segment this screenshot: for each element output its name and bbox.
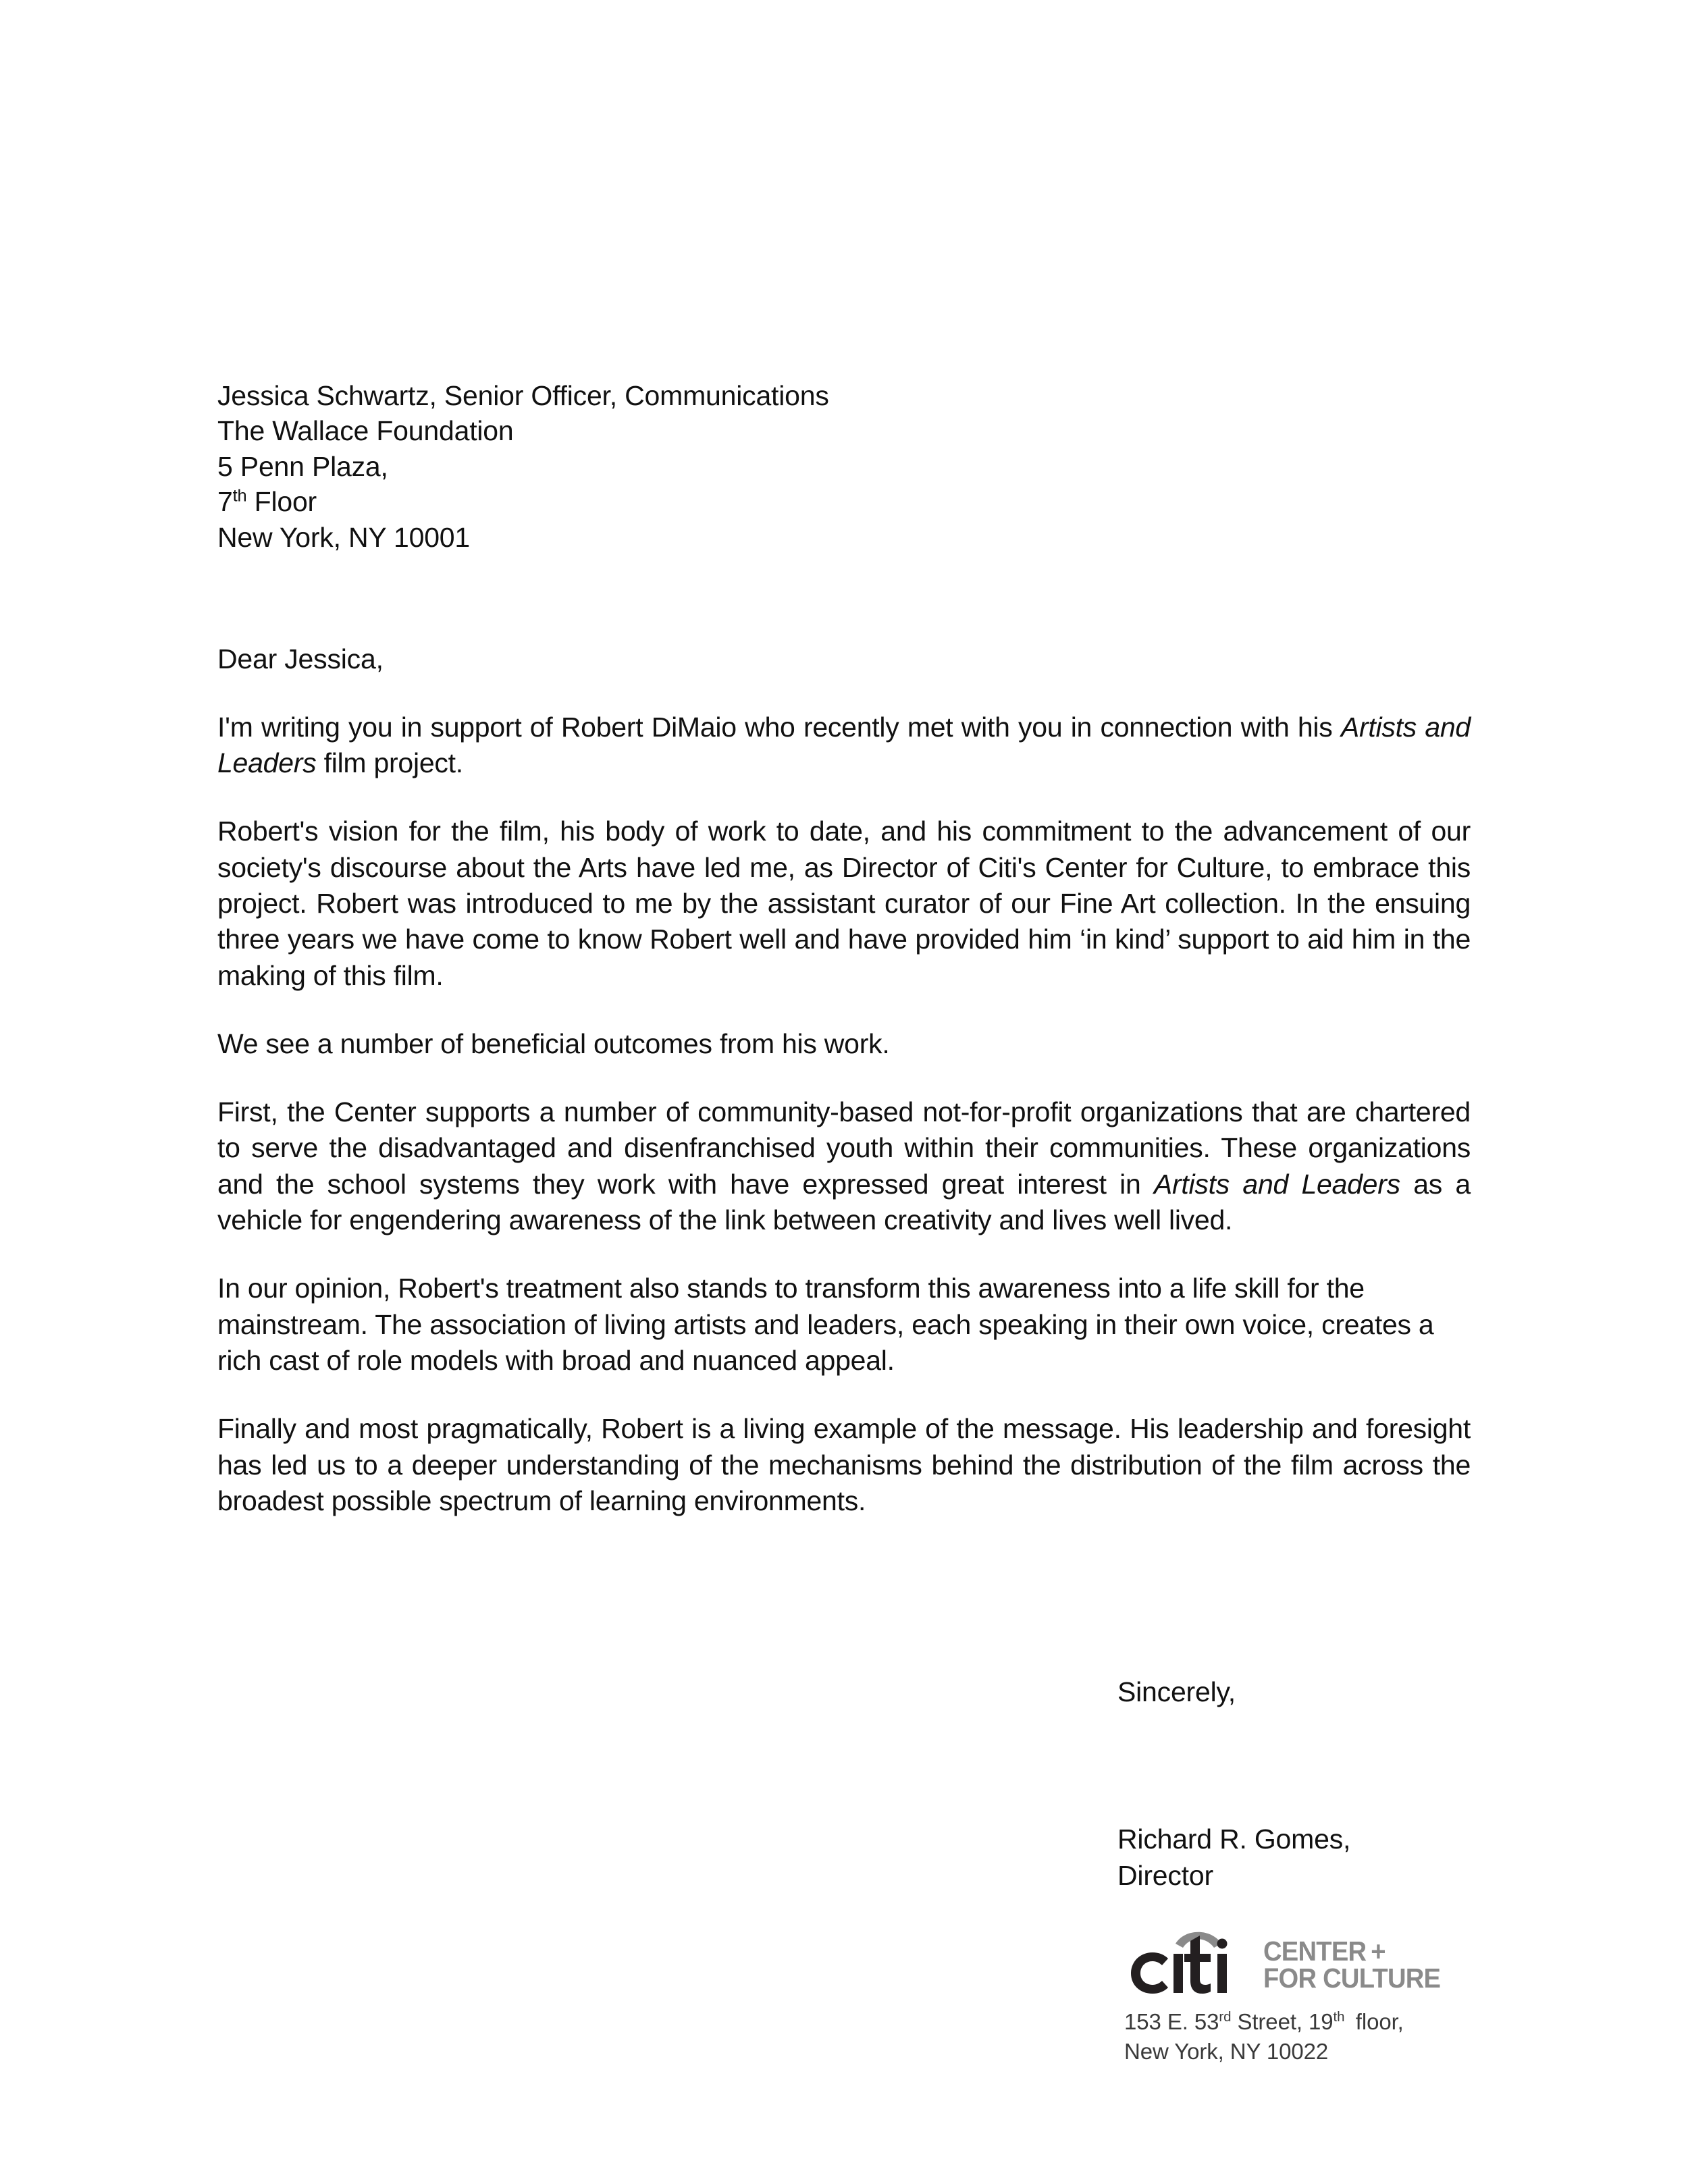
paragraph-4-text-after: as a vehicle for engendering awareness of the link between creativity and lives well lived.	[217, 1168, 1471, 1236]
recipient-line-street: 5 Penn Plaza,	[217, 450, 388, 482]
paragraph-1-text-after: film project.	[316, 747, 463, 779]
citi-logo-lockup	[1117, 1921, 1631, 1994]
body-paragraph-3: We see a number of beneficial outcomes from his work.	[217, 1028, 890, 1059]
body-paragraph-4	[217, 1094, 1471, 1238]
sincerely-line: Sincerely,	[1117, 1676, 1236, 1707]
recipient-line-name: Jessica Schwartz, Senior Officer, Communications	[217, 380, 829, 411]
footer-floor-ordinal: th	[1333, 2009, 1345, 2025]
recipient-floor-ordinal: th	[232, 486, 247, 506]
recipient-line-floor	[217, 484, 1471, 519]
body-paragraph-2: Robert's vision for the film, his body of work to date, and his commitment to the advancement of our society's discourse about the Arts have led me, as Director of Citi's Center for Culture, to embrace this project. Robert was introduced to me by the assistant curator of our Fine Art collection. In the ensuing three years we have come to know Robert well and have provided him ‘in kind’ support to aid him in the making of this film.	[217, 816, 1471, 991]
footer-floor-rest: floor,	[1344, 2009, 1404, 2034]
film-title-italic-1: Artists and Leaders	[217, 711, 1471, 779]
salutation: Dear Jessica,	[217, 643, 384, 675]
film-title-italic-2: Artists and Leaders	[1153, 1168, 1400, 1200]
citi-sub-brand	[1263, 1935, 1454, 1994]
signer-name: Richard R. Gomes,	[1117, 1823, 1351, 1855]
footer-address-city: New York, NY 10022	[1124, 2039, 1329, 2065]
citi-sub-line-1: CENTER +	[1263, 1935, 1386, 1967]
footer-address-street	[1124, 2007, 1631, 2037]
body-paragraph-5: In our opinion, Robert's treatment also stands to transform this awareness into a life skill for the mainstream. The association of living artists and leaders, each speaking in their own voice, creates a rich cast of role models with broad and nuanced appeal.	[217, 1273, 1434, 1376]
body-paragraph-1	[217, 710, 1471, 782]
signer-title: Director	[1117, 1859, 1213, 1891]
footer-address	[1117, 2007, 1631, 2067]
citi-sub-line-2: FOR CULTURE	[1263, 1963, 1441, 1994]
citi-wordmark-icon	[1123, 1923, 1251, 1994]
letter-body	[217, 378, 1471, 1547]
signer-block	[1117, 1821, 1604, 1894]
recipient-floor-number: 7	[217, 486, 233, 518]
paragraph-4-text-before: First, the Center supports a number of community-based not-for-profit organizations that are chartered to serve the disadvantaged and disenfranchised youth within their communities. These organizations and the school systems they work with have expressed great interest in	[217, 1096, 1471, 1200]
recipient-floor-word: Floor	[246, 486, 317, 518]
paragraph-1-text-before: I'm writing you in support of Robert DiMaio who recently met with you in connection with his	[217, 711, 1341, 743]
footer-street-number: 153 E. 53	[1124, 2009, 1219, 2034]
footer-street-ordinal: rd	[1219, 2009, 1232, 2025]
closing-block	[1117, 1674, 1604, 1894]
recipient-line-city: New York, NY 10001	[217, 521, 471, 553]
citi-logo-block	[1117, 1921, 1631, 2067]
recipient-address-block	[217, 378, 1471, 555]
recipient-line-organization: The Wallace Foundation	[217, 415, 514, 447]
body-paragraph-6: Finally and most pragmatically, Robert is a living example of the message. His leadership and foresight has led us to a deeper understanding of the mechanisms behind the distribution of the film across the broadest possible spectrum of learning environments.	[217, 1413, 1471, 1516]
footer-street-rest: Street, 19	[1231, 2009, 1334, 2034]
